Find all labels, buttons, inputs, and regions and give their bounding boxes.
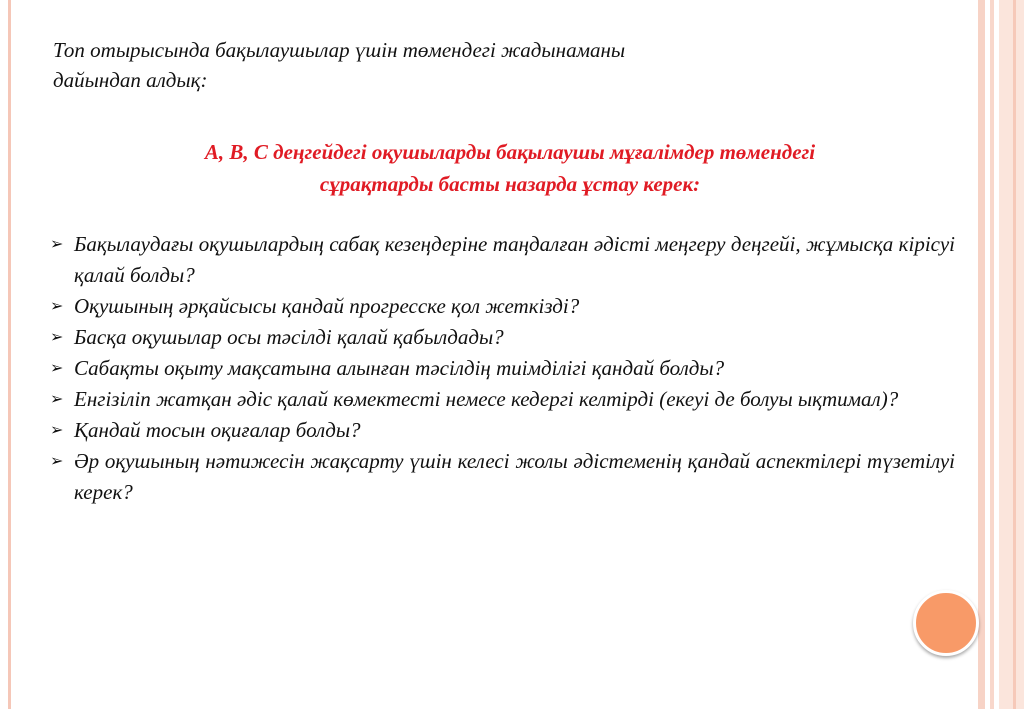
intro-text: Топ отырысында бақылаушылар үшін төмендегі жадынаманы дайындап алдық: bbox=[53, 38, 626, 92]
decorative-circle bbox=[913, 590, 979, 656]
list-item bbox=[50, 446, 955, 508]
list-item-text: Бақылаудағы оқушылардың сабақ кезеңдеріне таңдалған әдісті меңгеру деңгейі, жұмысқа кірісуі қалай болды? bbox=[74, 232, 955, 287]
right-decor-stripe bbox=[978, 0, 985, 709]
questions-list bbox=[50, 229, 955, 508]
arrow-bullet-icon: ➢ bbox=[50, 391, 64, 408]
list-item-text: Басқа оқушылар осы тәсілді қалай қабылдады? bbox=[74, 325, 504, 349]
slide-heading bbox=[60, 136, 960, 200]
list-item-text: Оқушының әрқайсысы қандай прогресске қол жеткізді? bbox=[74, 294, 580, 318]
list-item bbox=[50, 353, 955, 384]
left-border-line bbox=[8, 0, 11, 709]
arrow-bullet-icon: ➢ bbox=[50, 298, 64, 315]
arrow-bullet-icon: ➢ bbox=[50, 329, 64, 346]
arrow-bullet-icon: ➢ bbox=[50, 453, 64, 470]
list-item bbox=[50, 384, 955, 415]
list-item bbox=[50, 229, 955, 291]
right-decor-stripe bbox=[999, 0, 1024, 709]
list-item bbox=[50, 415, 955, 446]
list-item-text: Сабақты оқыту мақсатына алынған тәсілдің тиімділігі қандай болды? bbox=[74, 356, 725, 380]
right-decor-stripe bbox=[990, 0, 994, 709]
right-decor-stripe bbox=[1013, 0, 1016, 709]
heading-line-2: сұрақтарды басты назарда ұстау керек: bbox=[319, 172, 701, 196]
heading-line-1: А, В, С деңгейдегі оқушыларды бақылаушы мұғалімдер төмендегі bbox=[204, 140, 816, 164]
arrow-bullet-icon: ➢ bbox=[50, 422, 64, 439]
list-item bbox=[50, 322, 955, 353]
list-item-text: Енгізіліп жатқан әдіс қалай көмектесті немесе кедергі келтірді (екеуі де болуы ықтимал)? bbox=[74, 387, 899, 411]
arrow-bullet-icon: ➢ bbox=[50, 360, 64, 377]
list-item bbox=[50, 291, 955, 322]
list-item-text: Әр оқушының нәтижесін жақсарту үшін келесі жолы әдістеменің қандай аспектілері түзетілуі керек? bbox=[74, 449, 955, 504]
list-item-text: Қандай тосын оқиғалар болды? bbox=[74, 418, 361, 442]
arrow-bullet-icon: ➢ bbox=[50, 236, 64, 253]
